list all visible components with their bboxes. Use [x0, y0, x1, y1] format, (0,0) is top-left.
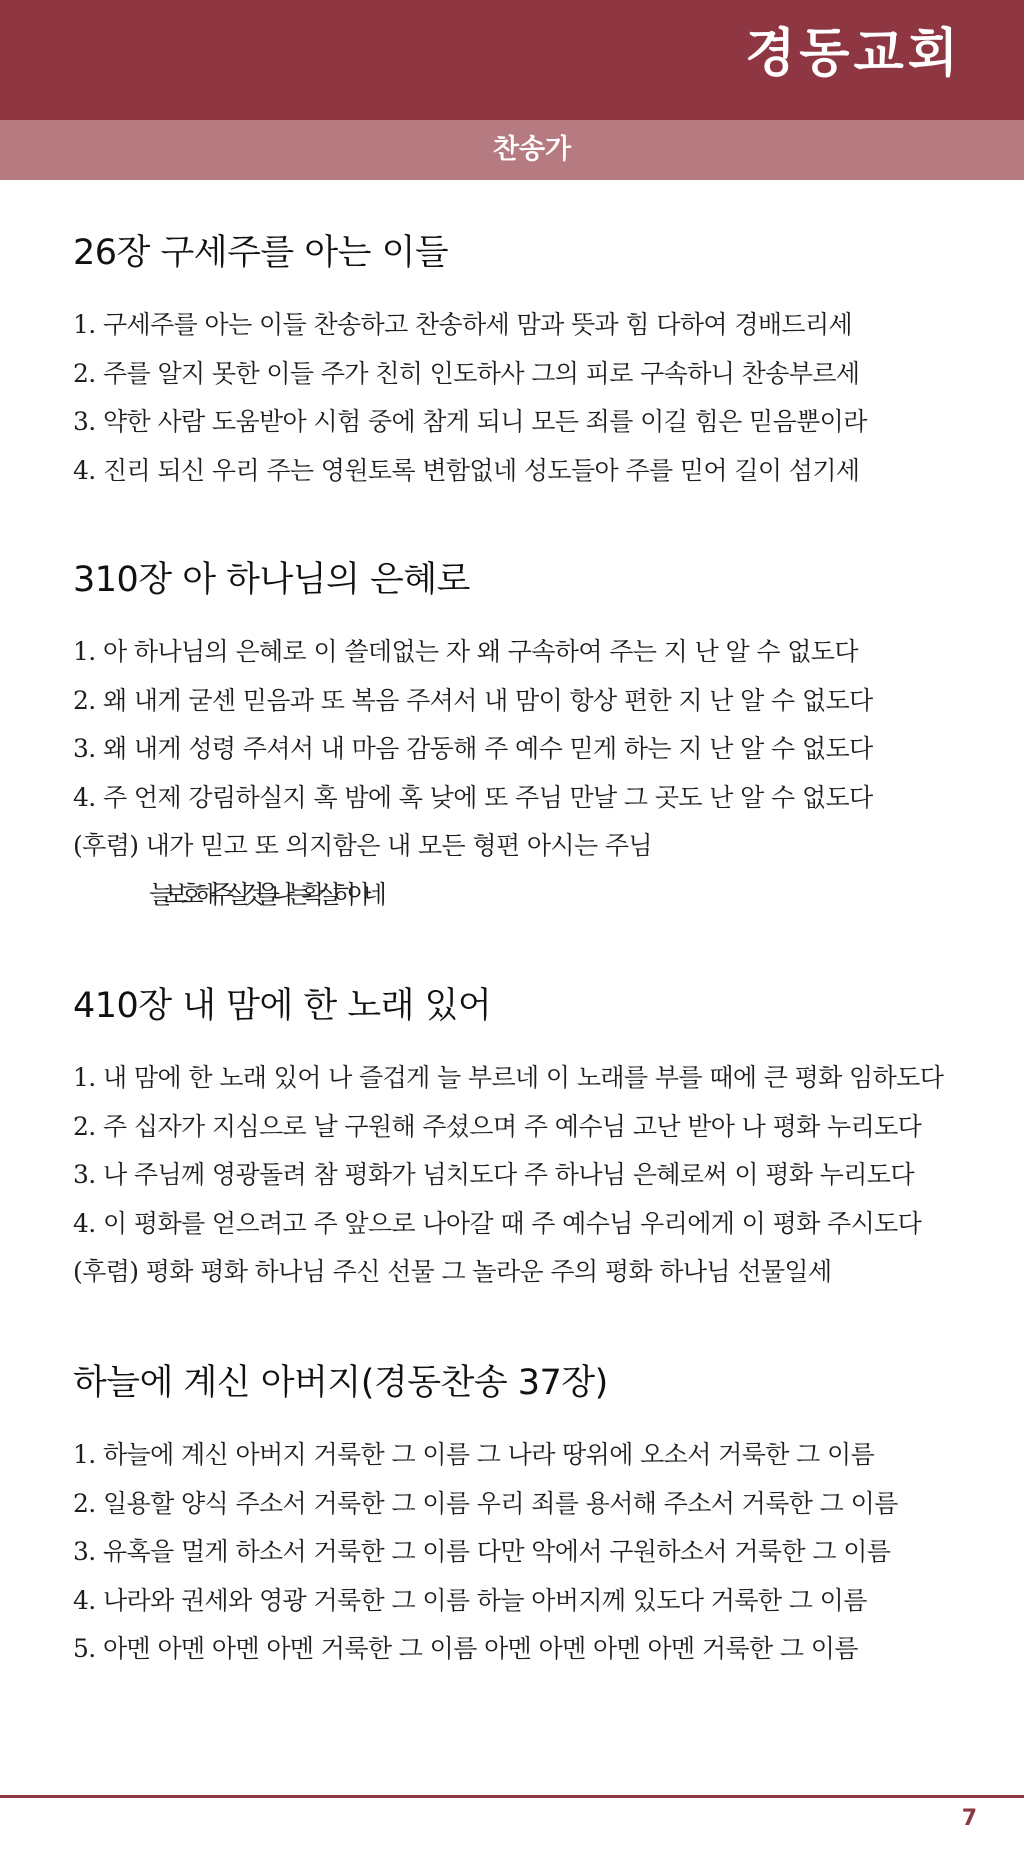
verse-line: 1. 구세주를 아는 이들 찬송하고 찬송하세 맘과 뜻과 힘 다하여 경배드리세 — [73, 310, 853, 339]
verse-line: 4. 이 평화를 얻으려고 주 앞으로 나아갈 때 주 예수님 우리에게 이 평화 주시도다 — [73, 1208, 922, 1238]
footer-divider — [0, 1795, 1024, 1798]
hymn-310 — [73, 560, 973, 919]
verse-line: 1. 아 하나님의 은혜로 이 쓸데없는 자 왜 구속하여 주는 지 난 알 수 없도다 — [73, 637, 858, 666]
verse-line: 3. 왜 내게 성령 주셔서 내 마음 감동해 주 예수 믿게 하는 지 난 알 수 없도다 — [73, 734, 873, 763]
page-number: 7 — [961, 1806, 977, 1831]
verse-line: 1. 내 맘에 한 노래 있어 나 즐겁게 늘 부르네 이 노래를 부를 때에 큰 평화 임하도다 — [73, 1063, 944, 1092]
refrain-line: (후렴) 내가 믿고 또 의지함은 내 모든 형편 아시는 주님 — [73, 831, 652, 860]
church-logo-text: 경동교회 — [745, 24, 962, 84]
verse-line: 3. 나 주님께 영광돌려 참 평화가 넘치도다 주 하나님 은혜로써 이 평화 누리도다 — [73, 1160, 914, 1189]
verse-line: 4. 진리 되신 우리 주는 영원토록 변함없네 성도들아 주를 믿어 길이 섬기세 — [73, 455, 860, 485]
verse-line: 4. 주 언제 강림하실지 혹 밤에 혹 낮에 또 주님 만날 그 곳도 난 알 수 없도다 — [73, 782, 873, 812]
verse-line: 2. 왜 내게 굳센 믿음과 또 복음 주셔서 내 맘이 항상 편한 지 난 알 수 없도다 — [73, 685, 873, 715]
hymn-26 — [73, 233, 973, 495]
hymn-title: 310장 아 하나님의 은혜로 — [73, 560, 470, 600]
refrain-continuation: 늘 보호해 주실 것을 나는 확실히 아네 — [149, 879, 379, 909]
hymn-kyungdong-37 — [73, 1363, 973, 1674]
hymn-title: 26장 구세주를 아는 이들 — [73, 233, 449, 273]
verse-line: 4. 나라와 권세와 영광 거룩한 그 이름 하늘 아버지께 있도다 거룩한 그 이름 — [73, 1585, 867, 1615]
section-bar — [0, 120, 1024, 180]
hymn-title: 하늘에 계신 아버지(경동찬송 37장) — [73, 1363, 608, 1403]
verse-line: 3. 약한 사람 도움받아 시험 중에 참게 되니 모든 죄를 이길 힘은 믿음뿐이라 — [73, 407, 867, 436]
verse-line: 1. 하늘에 계신 아버지 거룩한 그 이름 그 나라 땅위에 오소서 거룩한 그 이름 — [73, 1440, 875, 1469]
verse-line: 2. 일용할 양식 주소서 거룩한 그 이름 우리 죄를 용서해 주소서 거룩한 그 이름 — [73, 1488, 898, 1518]
verse-line: 2. 주 십자가 지심으로 날 구원해 주셨으며 주 예수님 고난 받아 나 평화 누리도다 — [73, 1111, 922, 1141]
verse-line: 5. 아멘 아멘 아멘 아멘 거룩한 그 이름 아멘 아멘 아멘 아멘 거룩한 그 이름 — [73, 1634, 858, 1663]
header-bar — [0, 0, 1024, 120]
hymn-title: 410장 내 맘에 한 노래 있어 — [73, 986, 492, 1026]
verse-line: 2. 주를 알지 못한 이들 주가 친히 인도하사 그의 피로 구속하니 찬송부르세 — [73, 358, 860, 388]
verse-line: 3. 유혹을 멀게 하소서 거룩한 그 이름 다만 악에서 구원하소서 거룩한 그 이름 — [73, 1537, 891, 1566]
section-title: 찬송가 — [492, 134, 572, 165]
refrain-line: (후렴) 평화 평화 하나님 주신 선물 그 놀라운 주의 평화 하나님 선물일세 — [73, 1257, 832, 1286]
hymn-410 — [73, 986, 973, 1297]
